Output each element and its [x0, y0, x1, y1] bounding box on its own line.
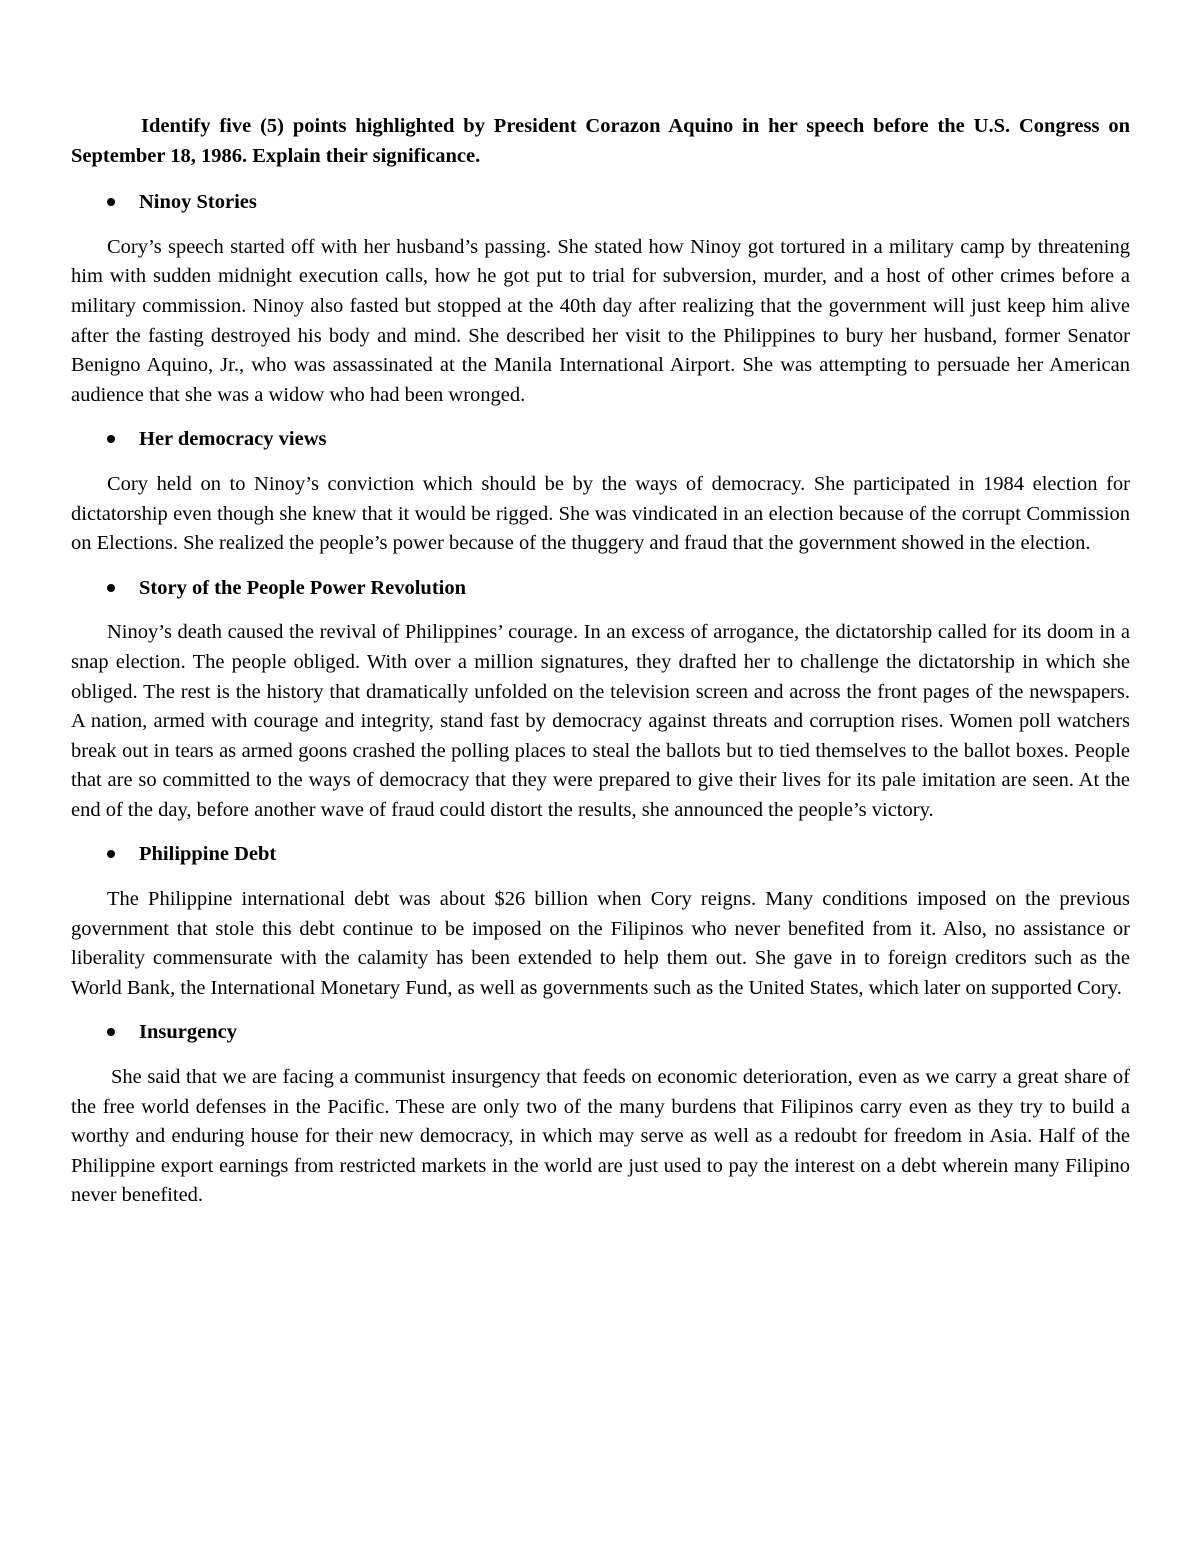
section-heading-insurgency — [71, 1018, 1130, 1048]
section-body-democracy-views: Cory held on to Ninoy’s conviction which should be by the ways of democracy. She participated in 1984 election for dictatorship even though she knew that it would be rigged. She was vindicated in an election because of the corrupt Commission on Elections. She realized the people’s power because of the thuggery and fraud that the government showed in the election. — [71, 472, 1130, 555]
question-prompt: Identify five (5) points highlighted by President Corazon Aquino in her speech before the U.S. Congress on September 18, 1986. Explain their significance. — [71, 115, 1130, 167]
bullet-icon — [107, 850, 115, 858]
section-heading-philippine-debt — [71, 840, 1130, 870]
bullet-icon — [107, 198, 115, 206]
bullet-icon — [107, 1028, 115, 1036]
bullet-icon — [107, 584, 115, 592]
document-page — [71, 112, 1130, 1226]
section-body-people-power: Ninoy’s death caused the revival of Philippines’ courage. In an excess of arrogance, the dictatorship called for its doom in a snap election. The people obliged. With over a million signatures, they drafted her to challenge the dictatorship in which she obliged. The rest is the history that dramatically unfolded on the television screen and across the front pages of the newspapers. A nation, armed with courage and integrity, stand fast by democracy against threats and corruption rises. Women poll watchers break out in tears as armed goons crashed the polling places to steal the ballots but to tied themselves to the ballot boxes. People that are so committed to the ways of democracy that they were prepared to give their lives for its pale imitation are seen. At the end of the day, before another wave of fraud could distort the results, she announced the people’s victory. — [71, 621, 1130, 821]
section-title: Ninoy Stories — [139, 191, 257, 214]
section-heading-people-power — [71, 574, 1130, 604]
section-title: Philippine Debt — [139, 843, 277, 866]
section-body-ninoy-stories: Cory’s speech started off with her husband’s passing. She stated how Ninoy got tortured in a military camp by threatening him with sudden midnight execution calls, how he got put to trial for subversion, murder, and a host of other crimes before a military commission. Ninoy also fasted but stopped at the 40th day after realizing that the government will just keep him alive after the fasting destroyed his body and mind. She described her visit to the Philippines to bury her husband, former Senator Benigno Aquino, Jr., who was assassinated at the Manila International Airport. She was attempting to persuade her American audience that she was a widow who had been wronged. — [71, 235, 1130, 406]
section-title: Her democracy views — [139, 428, 327, 451]
section-heading-democracy-views — [71, 425, 1130, 455]
section-body-philippine-debt: The Philippine international debt was about $26 billion when Cory reigns. Many conditions imposed on the previous government that stole this debt continue to be imposed on the Filipinos who never benefited from it. Also, no assistance or liberality commensurate with the calamity has been extended to help them out. She gave in to foreign creditors such as the World Bank, the International Monetary Fund, as well as governments such as the United States, which later on supported Cory. — [71, 888, 1130, 999]
bullet-icon — [107, 435, 115, 443]
section-body-insurgency: She said that we are facing a communist insurgency that feeds on economic deterioration, even as we carry a great share of the free world defenses in the Pacific. These are only two of the many burdens that Filipinos carry even as they try to build a worthy and enduring house for their new democracy, in which may serve as well as a redoubt for freedom in Asia. Half of the Philippine export earnings from restricted markets in the world are just used to pay the interest on a debt wherein many Filipino never benefited. — [71, 1066, 1130, 1207]
section-heading-ninoy-stories — [71, 188, 1130, 218]
section-title: Story of the People Power Revolution — [139, 576, 466, 599]
section-title: Insurgency — [139, 1021, 237, 1044]
